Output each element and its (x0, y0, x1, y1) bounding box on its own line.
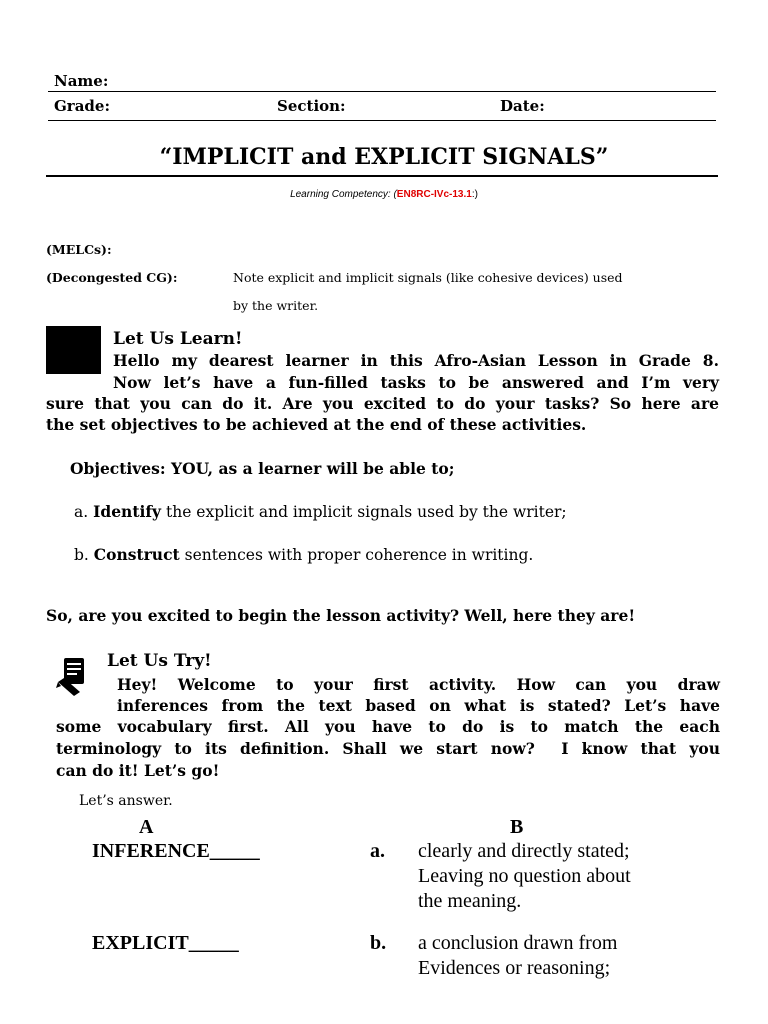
match-term-explicit: EXPLICIT_____ (92, 932, 239, 954)
objective-b (74, 545, 533, 564)
match-term-inference: INFERENCE_____ (92, 840, 260, 862)
match-def-a-line1: clearly and directly stated; (418, 840, 630, 862)
learn-line3: sure that you can do it. Are you excited to do your tasks? So here are (46, 394, 719, 413)
match-def-b-line2: Evidences or reasoning; (418, 957, 611, 979)
learn-line4: the set objectives to be achieved at the end of these activities. (46, 415, 587, 434)
column-b-header: B (510, 816, 524, 838)
transition-text: So, are you excited to begin the lesson activity? Well, here they are! (46, 606, 636, 625)
match-def-a-line3: the meaning. (418, 890, 522, 912)
decongested-text-line2: by the writer. (233, 298, 319, 313)
lets-answer-label: Let’s answer. (79, 793, 173, 809)
learn-icon (46, 326, 101, 374)
section-label: Section: (277, 97, 346, 115)
learn-line1: Hello my dearest learner in this Afro-Asian Lesson in Grade 8. (113, 351, 719, 370)
try-line2: inferences from the text based on what is stated? Let’s have (117, 696, 720, 715)
let-us-try-heading: Let Us Try! (107, 651, 212, 671)
header-rule-bottom (48, 120, 716, 121)
objective-a-prefix: a. (74, 503, 89, 521)
objective-b-verb: Construct (93, 545, 180, 564)
objectives-heading: Objectives: YOU, as a learner will be able to; (70, 459, 455, 478)
melcs-label: (MELCs): (46, 242, 112, 257)
decongested-label: (Decongested CG): (46, 270, 178, 285)
match-def-a-line2: Leaving no question about (418, 865, 631, 887)
try-line3: some vocabulary first. All you have to do is to match the each (56, 717, 720, 736)
name-label: Name: (54, 72, 109, 90)
date-label: Date: (500, 97, 545, 115)
match-def-b-line1: a conclusion drawn from (418, 932, 618, 954)
page-title: “IMPLICIT and EXPLICIT SIGNALS” (159, 144, 609, 170)
grade-label: Grade: (54, 97, 111, 115)
objective-a-verb: Identify (93, 502, 162, 521)
competency-label: Learning Competency: ( (290, 189, 397, 200)
try-line4: terminology to its definition. Shall we start now? I know that you (56, 739, 720, 758)
try-line1: Hey! Welcome to your first activity. How can you draw (117, 675, 720, 694)
objective-a-text: the explicit and implicit signals used by the writer; (166, 503, 567, 521)
notepad-pencil-icon (56, 656, 96, 696)
decongested-text-line1: Note explicit and implicit signals (like cohesive devices) used (233, 270, 623, 285)
match-letter-b: b. (370, 932, 387, 954)
title-rule (46, 175, 718, 177)
column-a-header: A (139, 816, 154, 838)
objective-a (74, 502, 567, 521)
try-line5: can do it! Let’s go! (56, 761, 220, 780)
competency-suffix: :) (471, 189, 478, 200)
let-us-learn-heading: Let Us Learn! (113, 329, 243, 349)
header-rule-top (48, 91, 716, 92)
learn-line2: Now let’s have a fun-filled tasks to be answered and I’m very (113, 373, 719, 392)
match-letter-a: a. (370, 840, 385, 862)
competency-code: EN8RC-IVc-13.1 (396, 189, 472, 200)
objective-b-text: sentences with proper coherence in writing. (184, 546, 534, 564)
objective-b-prefix: b. (74, 546, 89, 564)
learning-competency (0, 189, 768, 200)
